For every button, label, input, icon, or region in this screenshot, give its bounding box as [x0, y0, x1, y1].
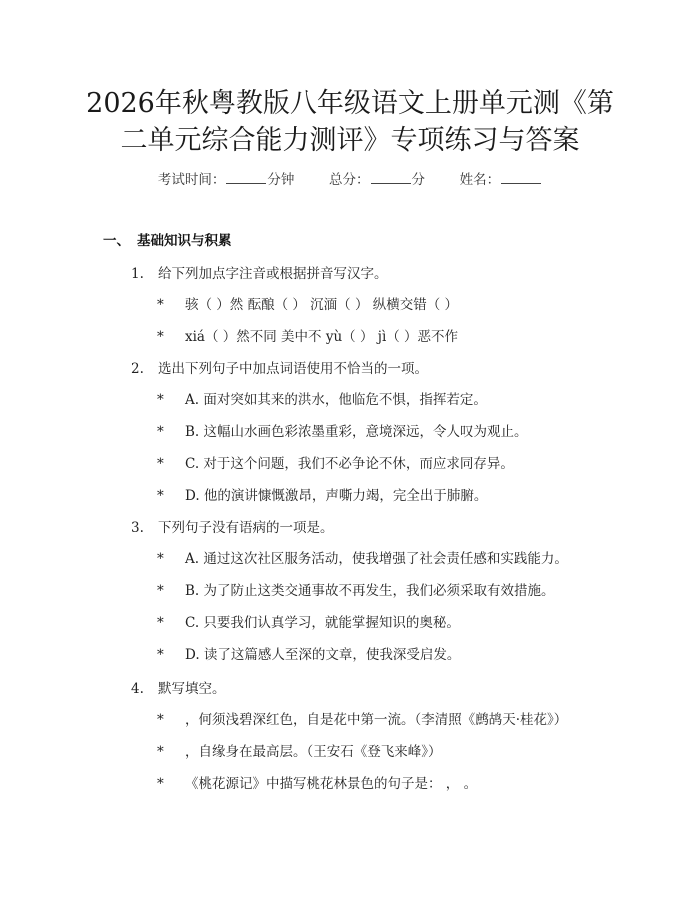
- option-text: B. 这幅山水画色彩浓墨重彩，意境深远，令人叹为观止。: [185, 424, 528, 440]
- question-number: 1.: [131, 266, 144, 282]
- question-2-option-b: [157, 420, 528, 440]
- question-2-option-c: [157, 452, 514, 472]
- bullet: *: [157, 424, 164, 440]
- option-text: B. 为了防止这类交通事故不再发生，我们必须采取有效措施。: [185, 583, 555, 599]
- document-title-line-2: 二单元综合能力测评》专项练习与答案: [120, 125, 580, 156]
- bullet: *: [157, 744, 164, 760]
- bullet: *: [157, 615, 164, 631]
- question-2: [131, 357, 428, 377]
- score-label: 总分：: [329, 172, 370, 188]
- option-text: D. 读了这篇感人至深的文章，使我深受启发。: [185, 647, 461, 663]
- question-3-option-d: [157, 643, 460, 663]
- option-text: A. 通过这次社区服务活动，使我增强了社会责任感和实践能力。: [185, 551, 568, 567]
- question-4: [131, 677, 226, 697]
- question-4-item-2: [157, 740, 442, 760]
- item-text: ，自缘身在最高层。（王安石《登飞来峰》）: [185, 744, 442, 760]
- bullet: *: [157, 329, 164, 345]
- section-number: 一、: [103, 233, 130, 249]
- section-heading: [103, 229, 232, 249]
- question-2-option-d: [157, 484, 487, 504]
- item-text: xiá（ ）然不同 美中不 yù（ ） jì（ ）恶不作: [185, 329, 459, 345]
- question-number: 3.: [131, 520, 144, 536]
- option-text: C. 对于这个问题，我们不必争论不休，而应求同存异。: [185, 456, 514, 472]
- name-blank: [501, 182, 541, 184]
- item-text: ，何须浅碧深红色，自是花中第一流。（李清照《鹧鸪天·桂花》）: [185, 712, 568, 728]
- question-text: 默写填空。: [158, 681, 226, 697]
- time-label: 考试时间：: [157, 172, 226, 188]
- question-3-option-c: [157, 611, 460, 631]
- question-1-item-2: [157, 325, 458, 345]
- option-text: C. 只要我们认真学习，就能掌握知识的奥秘。: [185, 615, 460, 631]
- item-text: 骇（ ）然 酝酿（ ） 沉湎（ ） 纵横交错（ ）: [185, 297, 459, 313]
- score-blank: [371, 182, 411, 184]
- question-text: 下列句子没有语病的一项是。: [158, 520, 334, 536]
- question-1-item-1: [157, 293, 458, 313]
- question-2-option-a: [157, 388, 487, 408]
- question-number: 4.: [131, 681, 144, 697]
- exam-info: [0, 168, 700, 188]
- bullet: *: [157, 583, 164, 599]
- bullet: *: [157, 392, 164, 408]
- item-text: 《桃花源记》中描写桃花林景色的句子是： ， 。: [185, 776, 478, 792]
- option-text: A. 面对突如其来的洪水，他临危不惧，指挥若定。: [185, 392, 487, 408]
- document-title-line-1: 2026年秋粤教版八年级语文上册单元测《第: [86, 88, 614, 119]
- question-number: 2.: [131, 361, 144, 377]
- question-text: 选出下列句子中加点词语使用不恰当的一项。: [158, 361, 428, 377]
- question-3-option-b: [157, 579, 555, 599]
- option-text: D. 他的演讲慷慨激昂，声嘶力竭，完全出于肺腑。: [185, 488, 488, 504]
- bullet: *: [157, 297, 164, 313]
- question-4-item-1: [157, 708, 567, 728]
- bullet: *: [157, 488, 164, 504]
- question-4-item-3: [157, 772, 477, 792]
- bullet: *: [157, 776, 164, 792]
- section-title: 基础知识与积累: [137, 233, 232, 249]
- question-3: [131, 516, 334, 536]
- question-1: [131, 262, 388, 282]
- score-unit: 分: [411, 172, 425, 188]
- time-unit: 分钟: [267, 172, 295, 188]
- bullet: *: [157, 712, 164, 728]
- bullet: *: [157, 456, 164, 472]
- name-label: 姓名：: [459, 172, 501, 188]
- time-blank: [226, 182, 266, 184]
- bullet: *: [157, 551, 164, 567]
- bullet: *: [157, 647, 164, 663]
- question-text: 给下列加点字注音或根据拼音写汉字。: [158, 266, 388, 282]
- question-3-option-a: [157, 547, 568, 567]
